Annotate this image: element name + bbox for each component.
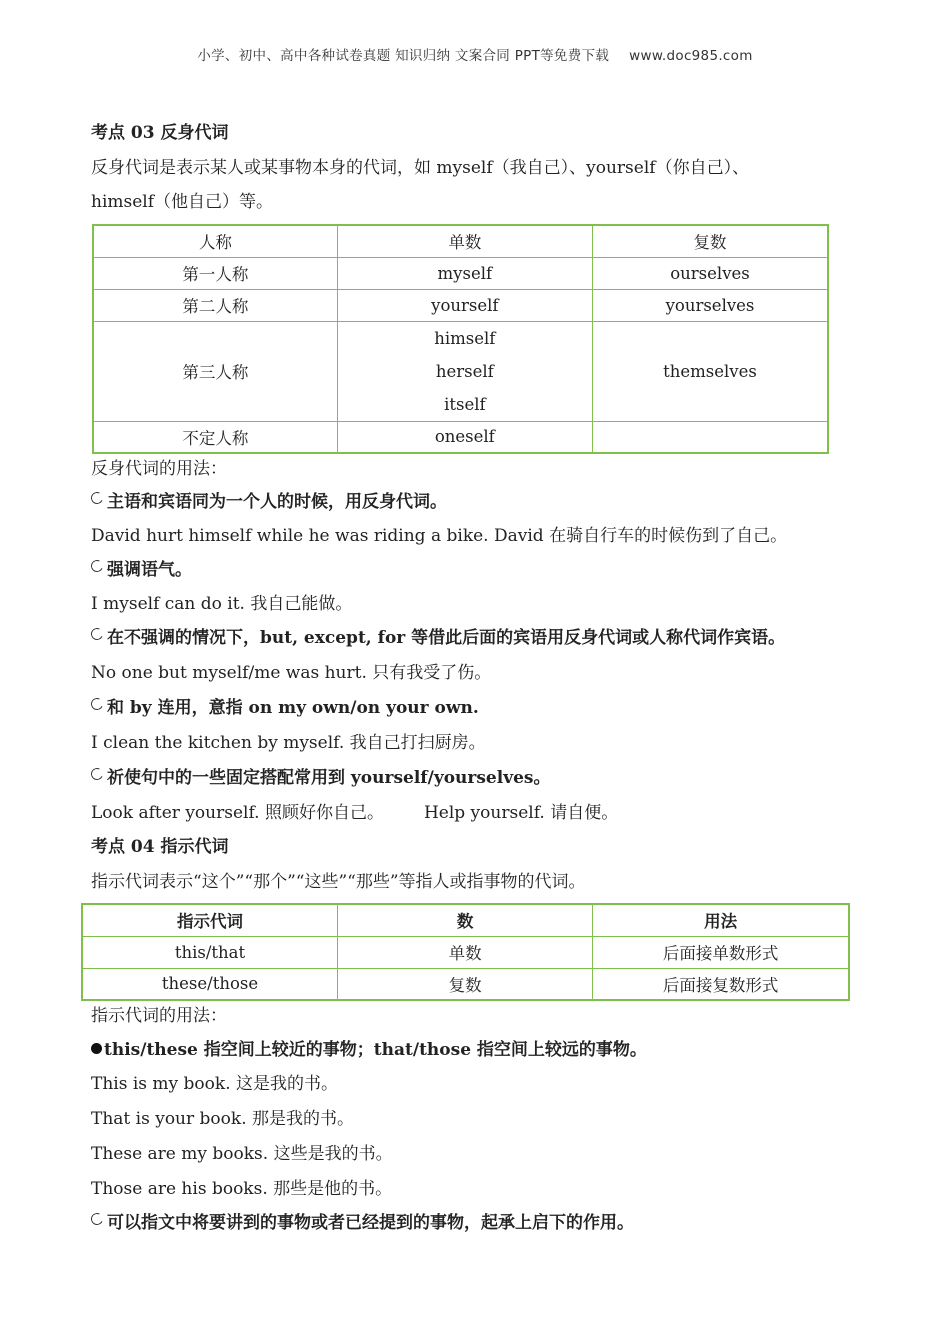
table-header-row — [82, 904, 849, 936]
cell-person: 第三人称 — [93, 321, 337, 421]
usage1-example1: David hurt himself while he was riding a bike. David 在骑自行车的时候伤到了自己。 — [91, 526, 788, 546]
cell-plural — [592, 421, 828, 453]
usage1-example2: I myself can do it. 我自己能做。 — [91, 594, 353, 614]
cell-plural: ourselves — [592, 257, 828, 289]
usage2-point1-text: this/these 指空间上较近的事物；that/those 指空间上较远的事物。 — [104, 1040, 647, 1060]
usage2-example1: This is my book. 这是我的书。 — [91, 1074, 339, 1094]
header-promo-text: 小学、初中、高中各种试卷真题 知识归纳 文案合同 PPT等免费下载 — [197, 48, 610, 64]
table-row — [93, 257, 828, 289]
cell-word: this/that — [82, 936, 338, 968]
usage1-example4: I clean the kitchen by myself. 我自己打扫厨房。 — [91, 733, 486, 753]
table-row — [82, 968, 849, 1000]
usage1-point1-text: 主语和宾语同为一个人的时候，用反身代词。 — [107, 492, 447, 512]
cell-usage: 后面接单数形式 — [593, 936, 849, 968]
usage2-example4: Those are his books. 那些是他的书。 — [91, 1179, 393, 1199]
cell-number: 复数 — [338, 968, 593, 1000]
cell-usage: 后面接复数形式 — [593, 968, 849, 1000]
usage1-point5-text: 祈使句中的一些固定搭配常用到 yourself/yourselves。 — [107, 768, 551, 788]
cell-word: these/those — [82, 968, 338, 1000]
table-row — [82, 936, 849, 968]
table-row — [93, 321, 828, 421]
header-cell-person: 人称 — [93, 225, 337, 257]
cell-singular: yourself — [337, 289, 592, 321]
usage1-example5 — [91, 801, 618, 825]
header-cell-word: 指示代词 — [82, 904, 338, 936]
usage2-point2-text: 可以指文中将要讲到的事物或者已经提到的事物，起承上启下的作用。 — [107, 1213, 634, 1233]
usage1-example3: No one but myself/me was hurt. 只有我受了伤。 — [91, 663, 492, 683]
ring-bullet-icon — [89, 696, 104, 711]
header-cell-usage: 用法 — [593, 904, 849, 936]
usage1-point3-text: 在不强调的情况下，but, except, for 等借此后面的宾语用反身代词或人称代词作宾语。 — [107, 628, 786, 648]
ring-bullet-icon — [89, 766, 104, 781]
cell-singular-item: himself — [434, 328, 496, 348]
cell-singular-stack — [337, 321, 592, 421]
usage2-label: 指示代词的用法： — [91, 1006, 227, 1026]
table-row — [93, 421, 828, 453]
usage1-point1 — [91, 490, 447, 514]
cell-plural: themselves — [592, 321, 828, 421]
cell-number: 单数 — [338, 936, 593, 968]
usage2-point2 — [91, 1211, 634, 1235]
header-cell-plural: 复数 — [592, 225, 828, 257]
section-03-title: 考点 03 反身代词 — [91, 123, 229, 143]
cell-person: 第一人称 — [93, 257, 337, 289]
ring-bullet-icon — [89, 626, 104, 641]
cell-person: 不定人称 — [93, 421, 337, 453]
usage1-example5a: Look after yourself. 照顾好你自己。 — [91, 803, 384, 823]
table-header-row — [93, 225, 828, 257]
header-site-url: www.doc985.com — [629, 48, 753, 64]
usage1-point5 — [91, 766, 550, 790]
cell-singular: oneself — [337, 421, 592, 453]
page-header — [0, 44, 950, 64]
usage1-example5b: Help yourself. 请自便。 — [423, 803, 619, 823]
cell-singular: myself — [337, 257, 592, 289]
usage1-point3 — [91, 626, 785, 650]
usage1-point2-text: 强调语气。 — [107, 560, 192, 580]
section-04-intro: 指示代词表示“这个”“那个”“这些”“那些”等指人或指事物的代词。 — [91, 872, 586, 892]
section-04-title: 考点 04 指示代词 — [91, 837, 229, 857]
cell-plural: yourselves — [592, 289, 828, 321]
cell-singular-item: itself — [444, 394, 486, 414]
usage1-label: 反身代词的用法： — [91, 459, 227, 479]
header-cell-singular: 单数 — [337, 225, 592, 257]
table-row — [93, 289, 828, 321]
usage1-point2 — [91, 558, 192, 582]
usage2-point1 — [91, 1038, 647, 1062]
reflexive-pronoun-table — [92, 224, 829, 454]
ring-bullet-icon — [89, 558, 104, 573]
ring-bullet-icon — [89, 1211, 104, 1226]
usage2-example3: These are my books. 这些是我的书。 — [91, 1144, 393, 1164]
section-03-intro-line1: 反身代词是表示某人或某事物本身的代词，如 myself（我自己）、yourself（你自己）、 — [91, 158, 750, 178]
cell-singular-item: herself — [435, 361, 494, 381]
usage1-point4-text: 和 by 连用，意指 on my own/on your own. — [107, 698, 479, 718]
demonstrative-pronoun-table — [81, 903, 850, 1001]
usage2-example2: That is your book. 那是我的书。 — [91, 1109, 355, 1129]
header-cell-number: 数 — [338, 904, 593, 936]
section-03-intro-line2: himself（他自己）等。 — [91, 192, 274, 212]
usage1-point4 — [91, 696, 479, 720]
cell-person: 第二人称 — [93, 289, 337, 321]
dot-bullet-icon — [91, 1043, 102, 1054]
ring-bullet-icon — [89, 490, 104, 505]
